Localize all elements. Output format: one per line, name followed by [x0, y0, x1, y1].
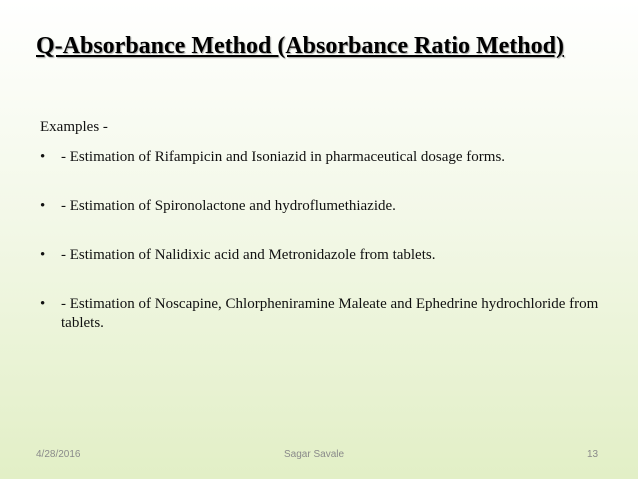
examples-label: Examples - [40, 119, 108, 135]
bullet-item [40, 148, 610, 167]
bullet-item [40, 197, 610, 216]
bullet-text: - Estimation of Spironolactone and hydroflumethiazide. [61, 198, 396, 214]
bullet-list [40, 148, 610, 333]
bullet-text: - Estimation of Rifampicin and Isoniazid in pharmaceutical dosage forms. [61, 149, 506, 165]
slide-title: Q-Absorbance Method (Absorbance Ratio Method) [36, 33, 564, 59]
bullet-icon: • [40, 247, 46, 263]
bullet-icon: • [40, 198, 46, 214]
bullet-item [40, 295, 610, 333]
footer-page-number: 13 [587, 449, 599, 460]
bullet-icon: • [40, 296, 46, 312]
slide-content [40, 118, 610, 363]
bullet-item [40, 246, 610, 265]
footer-date: 4/28/2016 [36, 449, 81, 460]
bullet-text: - Estimation of Nalidixic acid and Metronidazole from tablets. [61, 247, 436, 263]
bullet-icon: • [40, 149, 46, 165]
bullet-text: - Estimation of Noscapine, Chlorpheniramine Maleate and Ephedrine hydrochloride from tablets. [61, 296, 599, 331]
footer-author: Sagar Savale [284, 449, 345, 460]
